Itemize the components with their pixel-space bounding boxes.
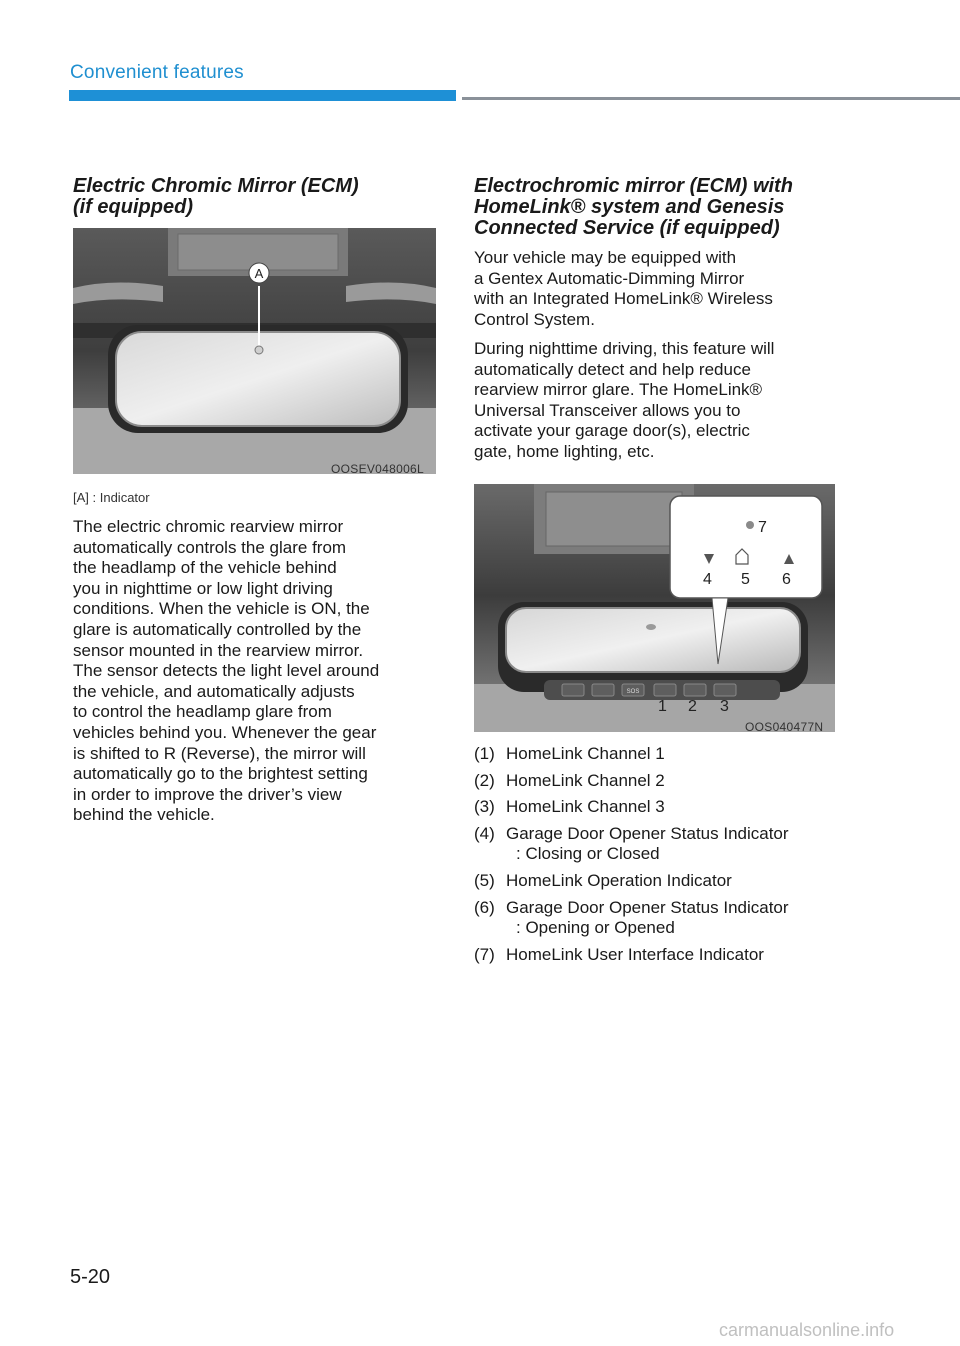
ecm-caption: [A] : Indicator — [73, 490, 150, 505]
callout-2: 2 — [688, 698, 697, 715]
ecm-figure — [73, 228, 436, 474]
homelink-intro: Your vehicle may be equipped with a Gentex Automatic-Dimming Mirror with an Integrated HomeLink® Wireless Control System. — [474, 248, 773, 329]
callout-4: 4 — [703, 571, 712, 588]
callout-a: A — [254, 266, 264, 281]
homelink-heading: Electrochromic mirror (ECM) with HomeLink® system and Genesis Connected Service (if equipped) — [474, 175, 793, 239]
sos-button-label: SOS — [626, 689, 640, 695]
homelink-legend-list — [474, 744, 844, 971]
callout-5: 5 — [741, 571, 750, 588]
homelink-illustration — [474, 484, 835, 732]
homelink-figure-code: OOS040477N — [745, 720, 824, 734]
list-item: (7) HomeLink User Interface Indicator — [474, 944, 764, 964]
callout-7: 7 — [758, 519, 767, 536]
page-number: 5-20 — [70, 1266, 111, 1288]
list-item: (2) HomeLink Channel 2 — [474, 770, 665, 790]
list-item: (3) HomeLink Channel 3 — [474, 797, 665, 817]
ecm-heading: Electric Chromic Mirror (ECM) (if equipped) — [73, 175, 359, 218]
callout-6: 6 — [782, 571, 791, 588]
callout-1: 1 — [658, 698, 667, 715]
list-item: (4) Garage Door Opener Status Indicator : Closing or Closed — [474, 823, 789, 864]
section-title: Convenient features — [70, 62, 244, 83]
homelink-figure — [474, 484, 835, 732]
list-item: (6) Garage Door Opener Status Indicator : Opening or Opened — [474, 897, 789, 938]
watermark: carmanualsonline.info — [719, 1320, 895, 1340]
homelink-description: During nighttime driving, this feature will automatically detect and help reduce rearview mirror glare. The HomeLink® Universal Transceiver allows you to activate your garage door(s), electric gate, home lighting, etc. — [474, 339, 775, 461]
list-item: (5) HomeLink Operation Indicator — [474, 870, 732, 890]
ecm-body: The electric chromic rearview mirror automatically controls the glare from the headlamp of the vehicle behind you in nighttime or low light driving conditions. When the vehicle is ON, the glare is automatically controlled by the sensor mounted in the rearview mirror. The sensor detects the light level around the vehicle, and automatically adjusts to control the headlamp glare from vehicles behind you. Whenever the gear is shifted to R (Reverse), the mirror will automatically go to the brightest setting in order to improve the driver’s view behind the vehicle. — [73, 517, 380, 825]
callout-3: 3 — [720, 698, 729, 715]
header-bar-blue — [69, 90, 456, 101]
list-item: (1) HomeLink Channel 1 — [474, 744, 665, 763]
ecm-figure-code: OOSEV048006L — [331, 462, 424, 476]
ecm-illustration — [73, 228, 436, 474]
header-bar-gray — [462, 97, 960, 100]
